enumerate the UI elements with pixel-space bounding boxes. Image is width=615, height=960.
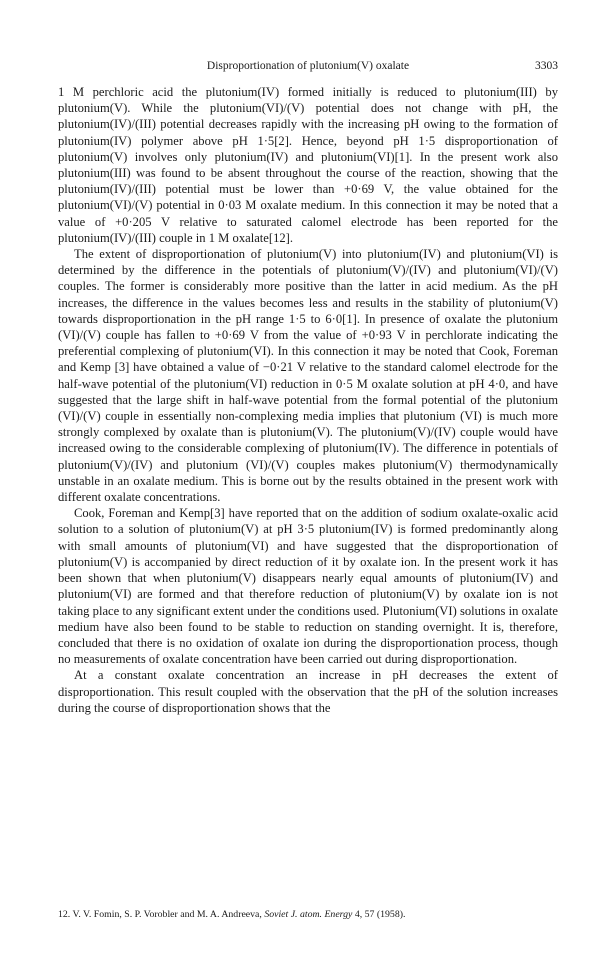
footnote-authors: 12. V. V. Fomin, S. P. Vorobler and M. A. Andreeva, [58, 909, 265, 920]
running-title: Disproportionation of plutonium(V) oxalate [206, 60, 410, 72]
running-head [58, 58, 558, 74]
footnote-volume-pages: 4, 57 (1958). [352, 909, 406, 920]
paragraph-3: Cook, Foreman and Kemp[3] have reported that on the addition of sodium oxalate-oxalic acid solution to a solution of plutonium(V) at pH 3·5 plutonium(IV) is formed predominantly along with small amounts of plutonium(VI) and have suggested that the disproportionation of plutonium(V) is accompanied by direct reduction of it by oxalate ion. In the present work it has been shown that when plutonium(V) disappears nearly equal amounts of plutonium(IV) and plutonium(VI) are formed and that therefore reduction of plutonium(V) by oxalate ion is not taking place to any significant extent under the conditions used. Plutonium(VI) solutions in oxalate medium have also been found to be stable to reduction on standing overnight. It is, therefore, concluded that there is no oxidation of oxalate ion during the disproportionation process, though no measurements of oxalate concentration have been carried out during disproportionation. [58, 506, 558, 667]
footnote-reference-12 [58, 908, 558, 922]
paragraph-1: 1 M perchloric acid the plutonium(IV) formed initially is reduced to plutonium(III) by plutonium(V). While the plutonium(VI)/(V) potential does not change with pH, the plutonium(IV)/(III) potential decreases rapidly with the increasing pH owing to the formation of plutonium(IV) polymer above pH 1·5[2]. Hence, beyond pH 1·5 disproportionation of plutonium(V) involves only plutonium(IV) and plutonium(VI)[1]. In the present work also plutonium(III) was found to be absent throughout the course of the reaction, showing that the plutonium(IV)/(III) potential must be lower than +0·69 V, the value obtained for the plutonium(VI)/(V) potential in 0·03 M oxalate medium. In this connection it may be noted that a value of +0·205 V relative to saturated calomel electrode has been reported for the plutonium(IV)/(III) couple in 1 M oxalate[12]. [58, 85, 558, 245]
paragraph-4: At a constant oxalate concentration an increase in pH decreases the extent of disproportionation. This result coupled with the observation that the pH of the solution increases during the course of disproportionation shows that the [58, 668, 558, 715]
paragraph-2: The extent of disproportionation of plutonium(V) into plutonium(IV) and plutonium(VI) is determined by the difference in the potentials of plutonium(V)/(IV) and plutonium(VI)/(V) couples. The former is considerably more positive than the latter in acid medium. As the pH increases, the difference in the values becomes less and results in the stability of plutonium(V) towards disproportionation in the pH range 1·5 to 6·0[1]. In presence of oxalate the plutonium (VI)/(V) couple has fallen to +0·69 V from the value of +0·93 V in perchlorate indicating the preferential complexing of plutonium(VI). In this connection it may be noted that Cook, Foreman and Kemp [3] have obtained a value of −0·21 V relative to the standard calomel electrode for the half-wave potential of the plutonium(VI) reduction in 0·5 M oxalate solution at pH 4·0, and have suggested that the large shift in half-wave potential from the formal potential of the plutonium (VI)/(V) couple in essentially non-complexing media implies that plutonium (VI) is much more strongly complexed by oxalate than is plutonium(V). The plutonium(V)/(IV) couple would have increased owing to the considerable complexing of plutonium(IV). The difference in potentials of plutonium(V)/(IV) and plutonium (VI)/(V) couples makes plutonium(V) thermodynamically unstable in an oxalate medium. This is borne out by the results obtained in the present work with different oxalate concentrations. [58, 247, 558, 505]
article-body [58, 84, 558, 716]
page-number: 3303 [535, 60, 558, 72]
footnote-journal: Soviet J. atom. Energy [264, 909, 353, 920]
